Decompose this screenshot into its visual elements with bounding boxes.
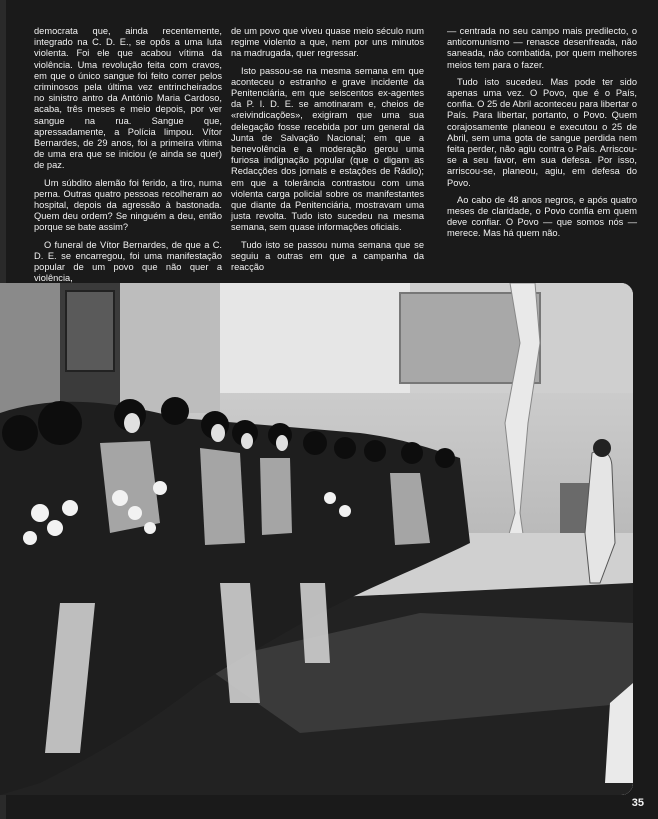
page-number: 35 bbox=[631, 797, 644, 809]
text-column-3 bbox=[447, 26, 637, 246]
paragraph: Ao cabo de 48 anos negros, e após quatro meses de claridade, o Povo confia em quem deve confiar. O Povo — que somos nós — merece. Mas há quem não. bbox=[447, 194, 637, 239]
photo-illustration bbox=[0, 283, 633, 795]
paragraph: Tudo isto sucedeu. Mas pode ter sido apenas uma vez. O Povo, que é o País, confia. O 25 de Abril aconteceu para libertar o País. Para libertar, portanto, o Povo. Quem corajosamente planeou e executou o 25 de Abril, sem uma gota de sangue perdida nem feita perder, não agiu contra o País. Arriscou-se a seu favor, em sua defesa. Por isso, arriscou-se, planeou, agiu, em defesa do Povo. bbox=[447, 76, 637, 188]
paragraph: O funeral de Vítor Bernardes, de que a C. D. E. se encarregou, foi uma manifestação popular de um povo que não quer a violência, bbox=[34, 239, 222, 284]
funeral-procession-photo bbox=[0, 283, 633, 795]
paragraph: democrata que, ainda recentemente, integrado na C. D. E., se opôs a uma luta violenta. Foi ele que acabou vítima da violência. Uma revolução feita com cravos, em que o único sangue foi feito correr pelos criminosos pela última vez entrincheirados no sinistro antro da António Maria Cardoso, acaba, três meses e meio depois, por ver sangue na rua. Sangue que, apressadamente, a Polícia limpou. Vítor Bernardes, de 29 anos, foi a primeira vítima de uma era que se iniciou (e ainda se quer) de paz. bbox=[34, 26, 222, 171]
text-column-2 bbox=[231, 26, 424, 279]
paragraph: Um súbdito alemão foi ferido, a tiro, numa perna. Outras quatro pessoas recolheram ao hospital, depois da agressão à bastonada. Quem deu ordem? Se ninguém a deu, então porque se bate assim? bbox=[34, 177, 222, 233]
paragraph: Tudo isto se passou numa semana que se seguiu a outras em que a campanha da reacção bbox=[231, 239, 424, 273]
paragraph: de um povo que viveu quase meio século num regime violento a que, nem por uns minutos na madrugada, quer regressar. bbox=[231, 26, 424, 59]
paragraph: — centrada no seu campo mais predilecto, o anticomunismo — renasce desenfreada, não saneada, não combatida, por quem melhores meios tem para o fazer. bbox=[447, 26, 637, 70]
text-column-1 bbox=[34, 26, 222, 290]
paragraph: Isto passou-se na mesma semana em que aconteceu o estranho e grave incidente da Penitenciária, em que seiscentos ex-agentes da P. I. D. E. se amotinaram e, cheios de «reivindicações», exigiram que uma sua delegação fosse recebida por um general da Junta de Salvação Nacional; em que a benevolência e a moderação gerou uma furiosa indignação popular (que o digam as Redacções dos jornais e estações de Rádio); em que a tolerância contrastou com uma violenta carga policial sobre os manifestantes que diante da Penitenciária, mostravam uma justa revolta. Tudo isto sucedeu na mesma semana, sem quase informações oficiais. bbox=[231, 65, 424, 233]
